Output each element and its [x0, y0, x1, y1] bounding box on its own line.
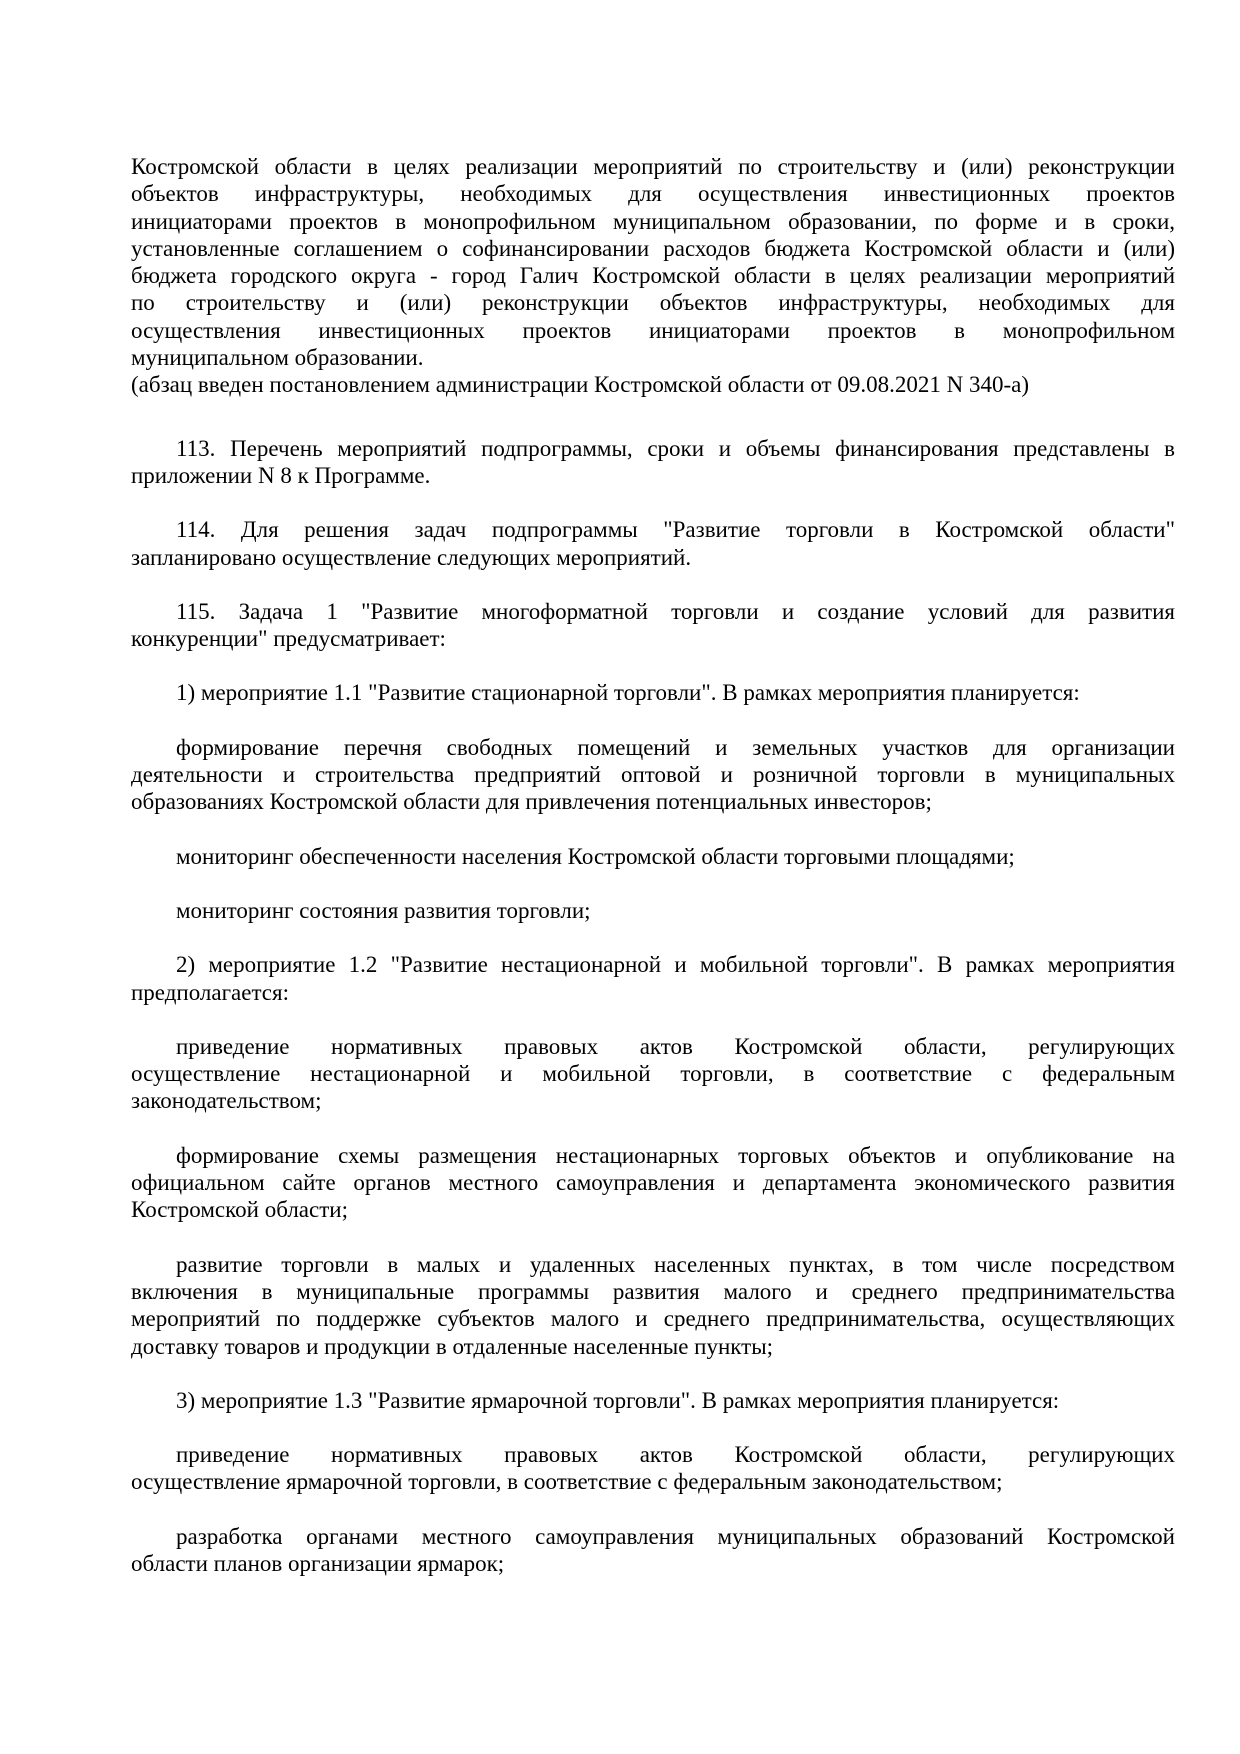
text-line: мониторинг обеспеченности населения Костромской области торговыми площадями;	[176, 843, 1015, 869]
paragraph	[131, 1142, 1175, 1224]
text-line: осуществления инвестиционных проектов инициаторами проектов в монопрофильном	[131, 317, 1175, 343]
text-line: образованиях Костромской области для привлечения потенциальных инвесторов;	[131, 789, 932, 815]
text-line: бюджета городского округа - город Галич Костромской области в целях реализации мероприятий	[131, 263, 1175, 289]
paragraph	[131, 1251, 1175, 1360]
text-line: осуществление ярмарочной торговли, в соответствие с федеральным законодательством;	[131, 1469, 1003, 1495]
text-line: 114. Для решения задач подпрограммы "Развитие торговли в Костромской области"	[176, 517, 1175, 543]
text-line: разработка органами местного самоуправления муниципальных образований Костромской	[176, 1523, 1175, 1549]
text-line: Костромской области в целях реализации мероприятий по строительству и (или) реконструкции	[131, 154, 1175, 179]
paragraph	[131, 1387, 1175, 1414]
paragraph	[131, 843, 1175, 870]
paragraph	[131, 1523, 1175, 1578]
paragraph	[131, 435, 1175, 490]
paragraph	[131, 1441, 1175, 1496]
paragraph	[131, 598, 1175, 653]
text-line: формирование схемы размещения нестационарных торговых объектов и опубликование на	[176, 1142, 1175, 1168]
text-line: муниципальном образовании.	[131, 345, 424, 371]
document-page	[131, 153, 1175, 1577]
text-line: конкуренции" предусматривает:	[131, 626, 446, 652]
text-line: законодательством;	[131, 1088, 322, 1114]
text-line: включения в муниципальные программы развития малого и среднего предпринимательства	[131, 1278, 1175, 1304]
text-line: 115. Задача 1 "Развитие многоформатной торговли и создание условий для развития	[176, 598, 1175, 624]
text-line: области планов организации ярмарок;	[131, 1550, 505, 1576]
paragraph	[131, 951, 1175, 1006]
text-line: (абзац введен постановлением администрации Костромской области от 09.08.2021 N 340-а)	[131, 372, 1029, 398]
text-line: 113. Перечень мероприятий подпрограммы, сроки и объемы финансирования представлены в	[176, 435, 1175, 461]
paragraph	[131, 679, 1175, 706]
paragraph	[131, 734, 1175, 816]
paragraph	[131, 1033, 1175, 1115]
text-line: 3) мероприятие 1.3 "Развитие ярмарочной торговли". В рамках мероприятия планируется:	[176, 1387, 1060, 1413]
text-line: осуществление нестационарной и мобильной торговли, в соответствие с федеральным	[131, 1061, 1175, 1087]
text-line: объектов инфраструктуры, необходимых для осуществления инвестиционных проектов	[131, 181, 1175, 207]
text-line: установленные соглашением о софинансировании расходов бюджета Костромской области и (или)	[131, 235, 1175, 261]
text-line: предполагается:	[131, 979, 289, 1005]
text-line: 1) мероприятие 1.1 "Развитие стационарной торговли". В рамках мероприятия планируется:	[176, 680, 1080, 706]
text-line: доставку товаров и продукции в отдаленные населенные пункты;	[131, 1333, 774, 1359]
text-line: деятельности и строительства предприятий оптовой и розничной торговли в муниципальных	[131, 762, 1175, 788]
text-line: мероприятий по поддержке субъектов малого и среднего предпринимательства, осуществляющих	[131, 1306, 1175, 1332]
text-line: запланировано осуществление следующих мероприятий.	[131, 544, 692, 570]
text-line: приведение нормативных правовых актов Костромской области, регулирующих	[176, 1033, 1175, 1059]
text-line: развитие торговли в малых и удаленных населенных пунктах, в том числе посредством	[176, 1251, 1175, 1277]
paragraph	[131, 516, 1175, 571]
paragraph	[131, 153, 1175, 371]
text-line: Костромской области;	[131, 1197, 348, 1223]
text-line: официальном сайте органов местного самоуправления и департамента экономического развития	[131, 1170, 1175, 1196]
text-line: приложении N 8 к Программе.	[131, 462, 431, 488]
paragraph	[131, 371, 1175, 398]
paragraph	[131, 897, 1175, 924]
text-line: по строительству и (или) реконструкции объектов инфраструктуры, необходимых для	[131, 290, 1175, 316]
text-line: мониторинг состояния развития торговли;	[176, 897, 591, 923]
text-line: приведение нормативных правовых актов Костромской области, регулирующих	[176, 1442, 1175, 1468]
text-line: формирование перечня свободных помещений и земельных участков для организации	[176, 734, 1175, 760]
text-line: 2) мероприятие 1.2 "Развитие нестационарной и мобильной торговли". В рамках мероприятия	[176, 952, 1175, 978]
text-line: инициаторами проектов в монопрофильном муниципальном образовании, по форме и в сроки,	[131, 208, 1175, 234]
